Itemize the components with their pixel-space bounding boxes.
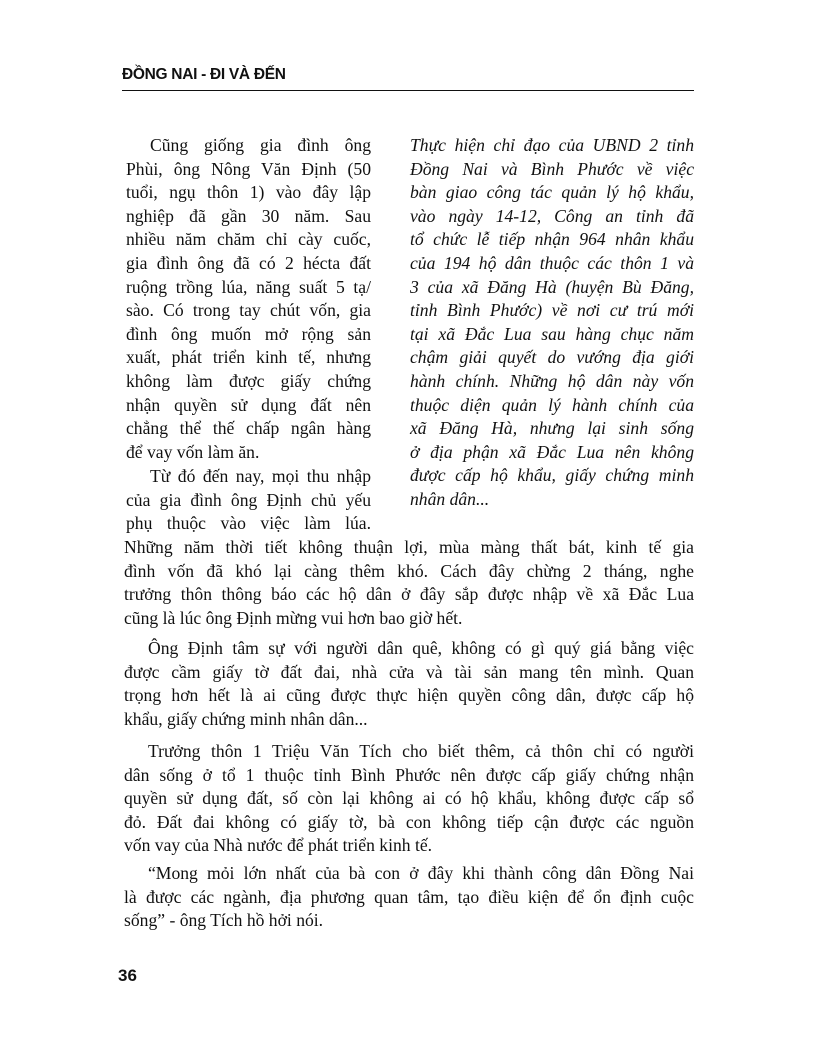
body-paragraph-2-continued <box>124 536 694 630</box>
text-line: gia đình ông đã có 2 hécta đất <box>126 252 371 273</box>
text-line: xã Đăng Hà, nhưng lại sinh sống <box>410 418 694 439</box>
text-line: quyền sử dụng đất, số còn lại không ai có hộ khẩu, không được cấp sổ <box>124 788 694 809</box>
left-column-paragraph-2 <box>126 465 371 536</box>
text-line: Thực hiện chỉ đạo của UBND 2 tỉnh <box>410 135 694 155</box>
text-line: tại xã Đắc Lua sau hàng chục năm <box>410 323 694 344</box>
text-line: trưởng thôn thông báo các hộ dân ở đây sắp được nhập về xã Đắc Lua <box>124 584 694 605</box>
body-paragraph-5 <box>124 862 694 933</box>
text-line: chẳng thể thế chấp ngân hàng <box>126 418 371 439</box>
page-number: 36 <box>118 966 137 985</box>
text-line: tỉnh Bình Phước) về nơi cư trú mới <box>410 300 694 321</box>
text-line: nhiều năm chăm chỉ cày cuốc, <box>126 229 371 250</box>
body-paragraph-3 <box>124 637 694 731</box>
text-line: sào. Có trong tay chút vốn, gia <box>126 300 371 321</box>
text-line: được cấp hộ khẩu, giấy chứng minh <box>410 465 694 486</box>
header-rule <box>122 90 694 91</box>
text-line: cũng là lúc ông Định mừng vui hơn bao giờ hết. <box>124 607 463 628</box>
text-line: khẩu, giấy chứng minh nhân dân... <box>124 708 368 729</box>
text-line: Phùi, ông Nông Văn Định (50 <box>126 158 371 179</box>
text-line: Ông Định tâm sự với người dân quê, không có gì quý giá bằng việc <box>148 638 694 658</box>
text-line: nhận quyền sử dụng đất nên <box>126 394 371 415</box>
text-line: trọng hơn hết là ai cũng được thực hiện quyền công dân, được cấp hộ <box>124 685 694 706</box>
text-line: hành chính. Những hộ dân này vốn <box>410 370 694 391</box>
text-line: ở địa phận xã Đắc Lua nên không <box>410 441 694 462</box>
text-line: đình ông muốn mở rộng sản <box>126 323 371 344</box>
text-line: Trưởng thôn 1 Triệu Văn Tích cho biết thêm, cả thôn chỉ có người <box>148 741 694 761</box>
text-line: tổ chức lễ tiếp nhận 964 nhân khẩu <box>410 229 694 250</box>
text-line: phụ thuộc vào việc làm lúa. <box>126 513 371 534</box>
text-line: 3 của xã Đăng Hà (huyện Bù Đăng, <box>410 276 694 297</box>
text-line: nhân dân... <box>410 488 490 509</box>
text-line: Từ đó đến nay, mọi thu nhập <box>150 466 371 486</box>
running-head-title: ĐỒNG NAI - ĐI VÀ ĐẾN <box>122 66 286 83</box>
text-line: sống” - ông Tích hồ hởi nói. <box>124 910 324 931</box>
text-line: đỏ. Đất đai không có giấy tờ, bà con không tiếp cận được các nguồn <box>124 811 694 832</box>
text-line: để vay vốn làm ăn. <box>126 441 260 462</box>
text-line: chậm giải quyết do vướng địa giới <box>410 347 694 368</box>
sidebar-italic-box <box>410 134 694 512</box>
text-line: vốn vay của Nhà nước để phát triển kinh tế. <box>124 835 433 856</box>
text-line: vào ngày 14-12, Công an tỉnh đã <box>410 205 694 226</box>
text-line: nghiệp đã gần 30 năm. Sau <box>126 205 371 226</box>
text-line: đình vốn đã khó lại càng thêm khó. Cách đây chừng 2 tháng, nghe <box>124 560 694 581</box>
text-line: tuổi, ngụ thôn 1) vào đây lập <box>126 182 371 203</box>
text-line: dân sống ở tổ 1 thuộc tỉnh Bình Phước nên được cấp giấy chứng nhận <box>124 764 694 785</box>
text-line: xuất, phát triển kinh tế, nhưng <box>126 347 371 368</box>
text-line: thuộc diện quản lý hành chính của <box>410 394 694 415</box>
text-line: “Mong mỏi lớn nhất của bà con ở đây khi thành công dân Đồng Nai <box>148 863 694 883</box>
text-line: Đồng Nai và Bình Phước về việc <box>410 158 694 179</box>
text-line: bàn giao công tác quản lý hộ khẩu, <box>410 182 694 203</box>
text-line: là được các ngành, địa phương quan tâm, tạo điều kiện để ổn định cuộc <box>124 886 694 907</box>
text-line: không làm được giấy chứng <box>126 370 371 391</box>
text-line: Những năm thời tiết không thuận lợi, mùa màng thất bát, kinh tế gia <box>124 537 694 557</box>
text-line: của gia đình ông Định chủ yếu <box>126 489 371 510</box>
text-line: được cầm giấy tờ đất đai, nhà cửa và tài sản mang tên mình. Quan <box>124 661 694 682</box>
text-line: của 194 hộ dân thuộc các thôn 1 và <box>410 252 694 273</box>
left-column-paragraph-1 <box>126 134 371 464</box>
body-paragraph-4 <box>124 740 694 858</box>
text-line: Cũng giống gia đình ông <box>150 135 371 155</box>
text-line: ruộng trồng lúa, năng suất 5 tạ/ <box>126 276 371 297</box>
